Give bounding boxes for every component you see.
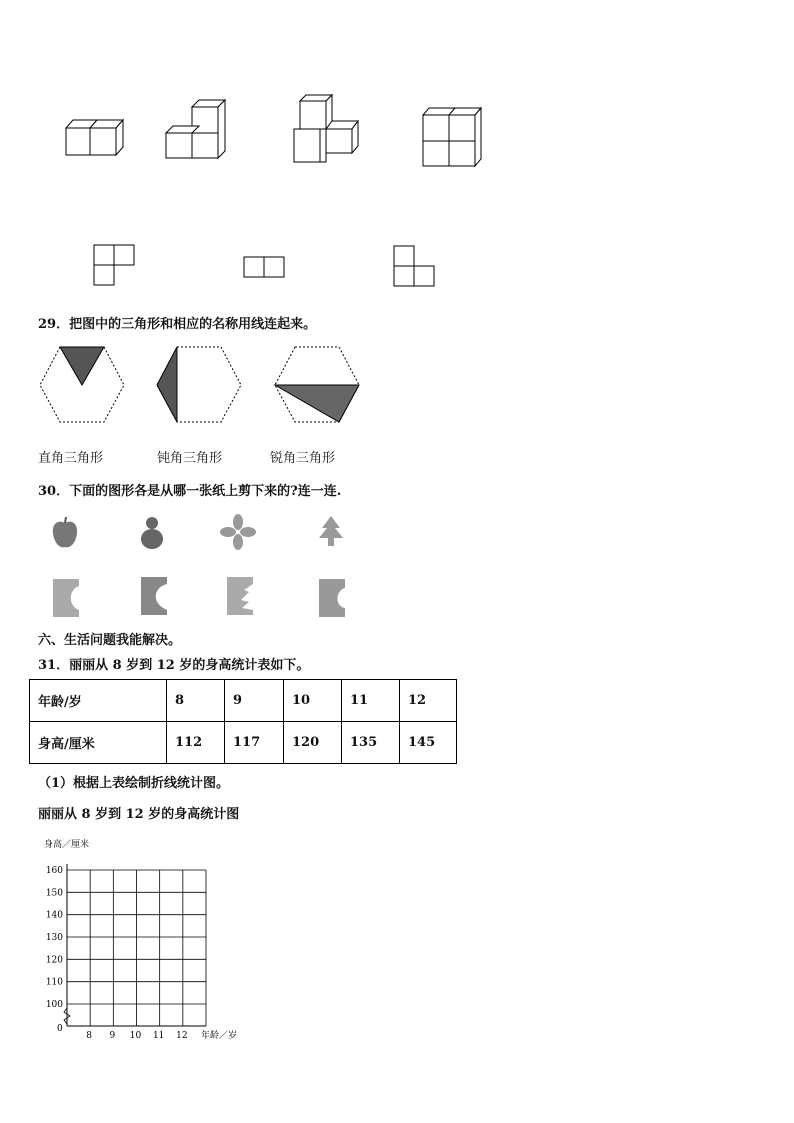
table-cell: 120 bbox=[284, 722, 342, 764]
view-shape-3 bbox=[393, 245, 438, 290]
section-6-title: 六、生活问题我能解决。 bbox=[38, 633, 182, 648]
y-tick-label: 100 bbox=[45, 1000, 63, 1010]
question-31-sub-1: （1）根据上表绘制折线统计图。 bbox=[38, 776, 230, 791]
y-tick-label: 110 bbox=[45, 977, 63, 988]
table-cell: 10 bbox=[284, 680, 342, 722]
x-tick-label: 9 bbox=[109, 1031, 116, 1041]
y-tick-label: 150 bbox=[45, 888, 63, 899]
table-cell: 12 bbox=[400, 680, 457, 722]
cube-figure-1 bbox=[60, 110, 130, 160]
table-cell: 145 bbox=[400, 722, 457, 764]
name-acute-triangle: 锐角三角形 bbox=[270, 451, 336, 466]
tree-icon bbox=[315, 514, 347, 550]
table-cell: 135 bbox=[342, 722, 400, 764]
x-axis-label: 年龄／岁 bbox=[201, 1031, 238, 1041]
table-cell: 117 bbox=[225, 722, 284, 764]
height-line-chart-grid bbox=[40, 835, 250, 1045]
chart-title-text: 丽丽从 8 岁到 12 岁的身高统计图 bbox=[38, 807, 240, 822]
x-tick-label: 10 bbox=[129, 1031, 142, 1041]
paper-cut-2 bbox=[140, 576, 168, 616]
height-table bbox=[29, 679, 457, 764]
x-tick-label: 8 bbox=[86, 1031, 93, 1041]
y-tick-label: 160 bbox=[45, 866, 63, 876]
cube-figure-4 bbox=[418, 103, 488, 173]
view-shape-2 bbox=[243, 256, 288, 281]
cube-figure-3 bbox=[290, 92, 365, 167]
paper-cut-3 bbox=[226, 576, 254, 616]
x-tick-label: 12 bbox=[176, 1031, 188, 1041]
paper-cut-4 bbox=[318, 578, 346, 618]
table-cell: 年龄/岁 bbox=[30, 680, 167, 722]
view-shape-1 bbox=[93, 244, 138, 289]
table-cell: 8 bbox=[167, 680, 225, 722]
name-obtuse-triangle: 钝角三角形 bbox=[157, 451, 223, 466]
apple-icon bbox=[50, 515, 80, 551]
y-axis-label: 身高／厘米 bbox=[44, 840, 90, 850]
y-tick-label: 130 bbox=[45, 933, 63, 943]
gourd-icon bbox=[137, 514, 167, 552]
question-31-title: 31．丽丽从 8 岁到 12 岁的身高统计表如下。 bbox=[38, 658, 310, 673]
flower-icon bbox=[220, 514, 256, 550]
name-right-triangle: 直角三角形 bbox=[38, 451, 104, 466]
y-tick-label: 120 bbox=[45, 955, 63, 966]
hexagon-obtuse-triangle bbox=[273, 345, 363, 425]
table-cell: 9 bbox=[225, 680, 284, 722]
hexagon-acute-triangle bbox=[38, 345, 128, 425]
paper-cut-1 bbox=[52, 578, 80, 618]
cube-figure-2 bbox=[162, 95, 232, 165]
hexagon-right-triangle bbox=[155, 345, 245, 425]
table-cell: 11 bbox=[342, 680, 400, 722]
question-29-title: 29．把图中的三角形和相应的名称用线连起来。 bbox=[38, 317, 317, 332]
table-row bbox=[30, 722, 457, 764]
table-cell: 身高/厘米 bbox=[30, 722, 167, 764]
x-tick-label: 11 bbox=[152, 1031, 165, 1041]
table-row bbox=[30, 680, 457, 722]
table-cell: 112 bbox=[167, 722, 225, 764]
question-30-title: 30．下面的图形各是从哪一张纸上剪下来的?连一连. bbox=[38, 484, 342, 499]
origin-label: 0 bbox=[57, 1024, 63, 1034]
y-tick-label: 140 bbox=[45, 910, 63, 921]
